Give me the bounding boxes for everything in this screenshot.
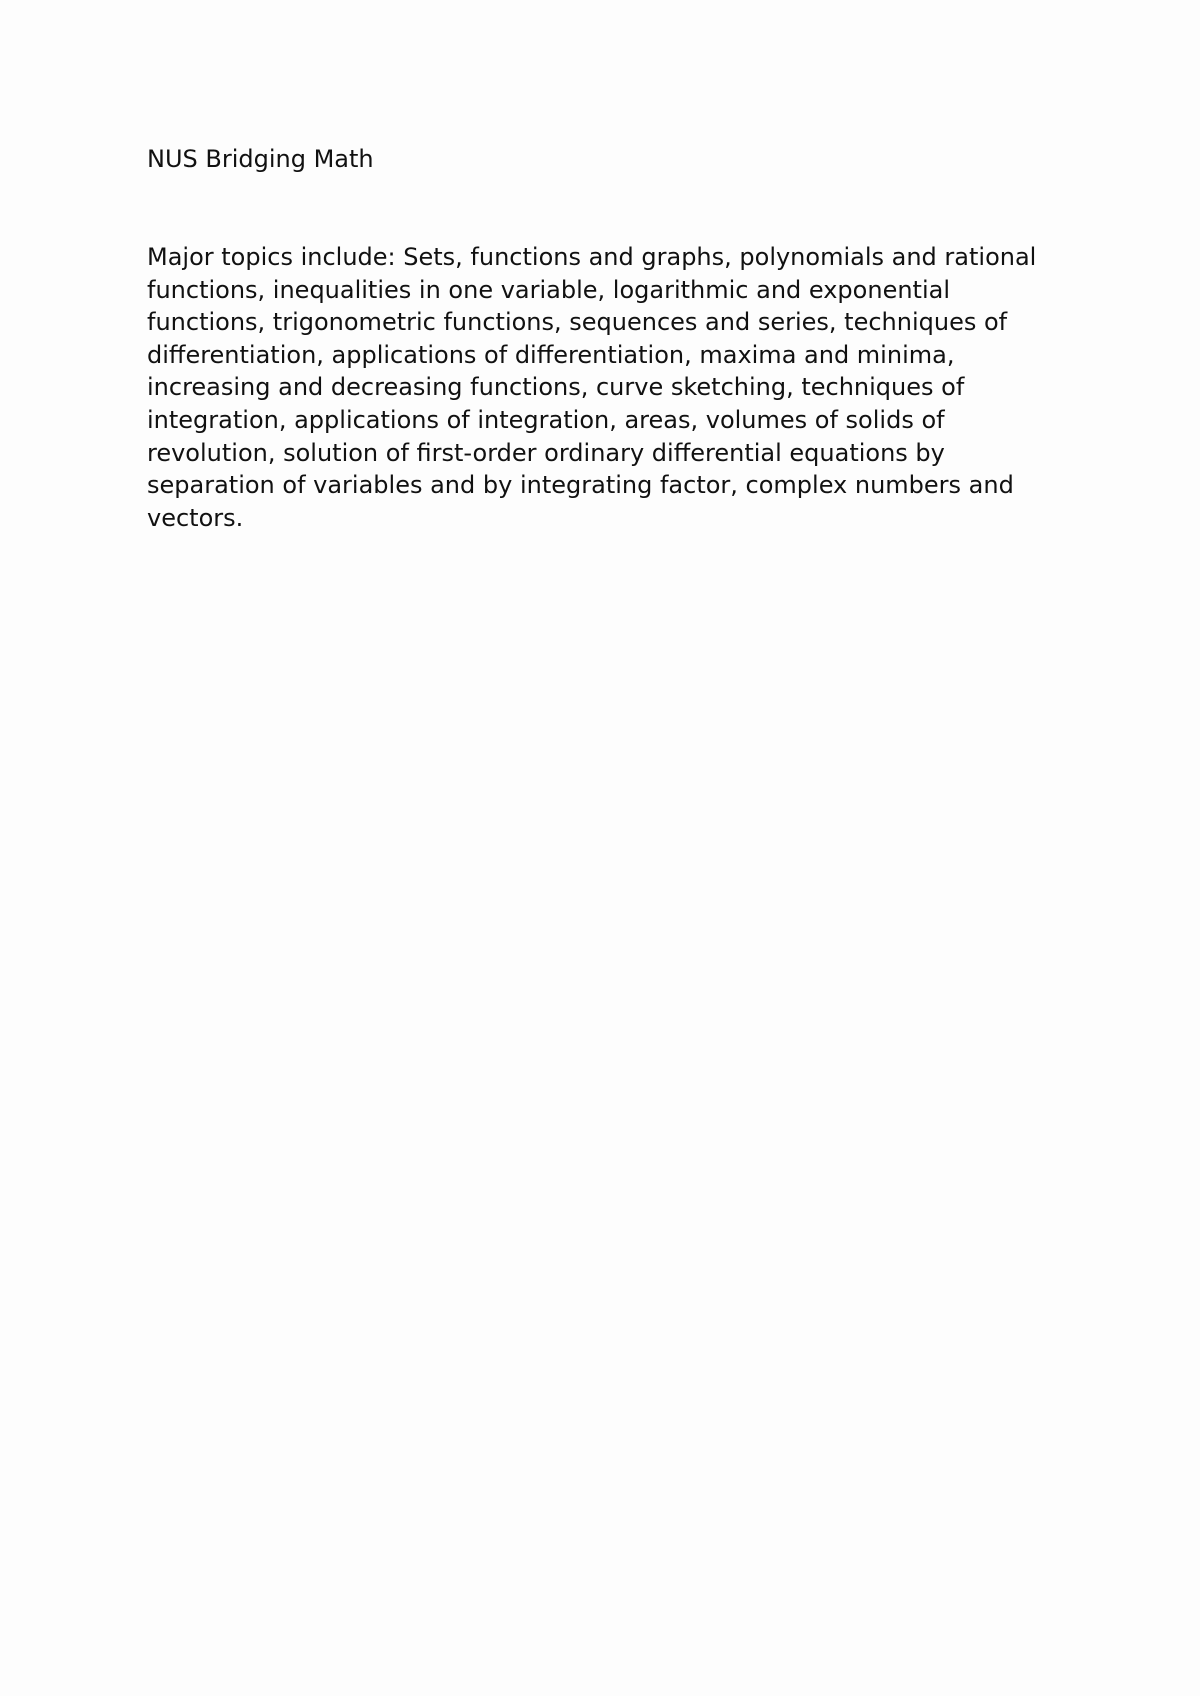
- document-title: NUS Bridging Math: [147, 145, 374, 173]
- body-line: integration, applications of integration, areas, volumes of solids of: [147, 405, 945, 434]
- body-line: functions, inequalities in one variable, logarithmic and exponential: [147, 275, 950, 304]
- body-line: functions, trigonometric functions, sequences and series, techniques of: [147, 308, 1008, 337]
- body-line: differentiation, applications of differentiation, maxima and minima,: [147, 340, 955, 369]
- body-line: increasing and decreasing functions, curve sketching, techniques of: [147, 373, 965, 402]
- body-line: Major topics include: Sets, functions and graphs, polynomials and rational: [147, 243, 1037, 271]
- document-body: [147, 241, 1036, 534]
- body-line: separation of variables and by integrating factor, complex numbers and: [147, 471, 1014, 500]
- body-line: vectors.: [147, 503, 244, 532]
- body-line: revolution, solution of first-order ordinary differential equations by: [147, 438, 945, 467]
